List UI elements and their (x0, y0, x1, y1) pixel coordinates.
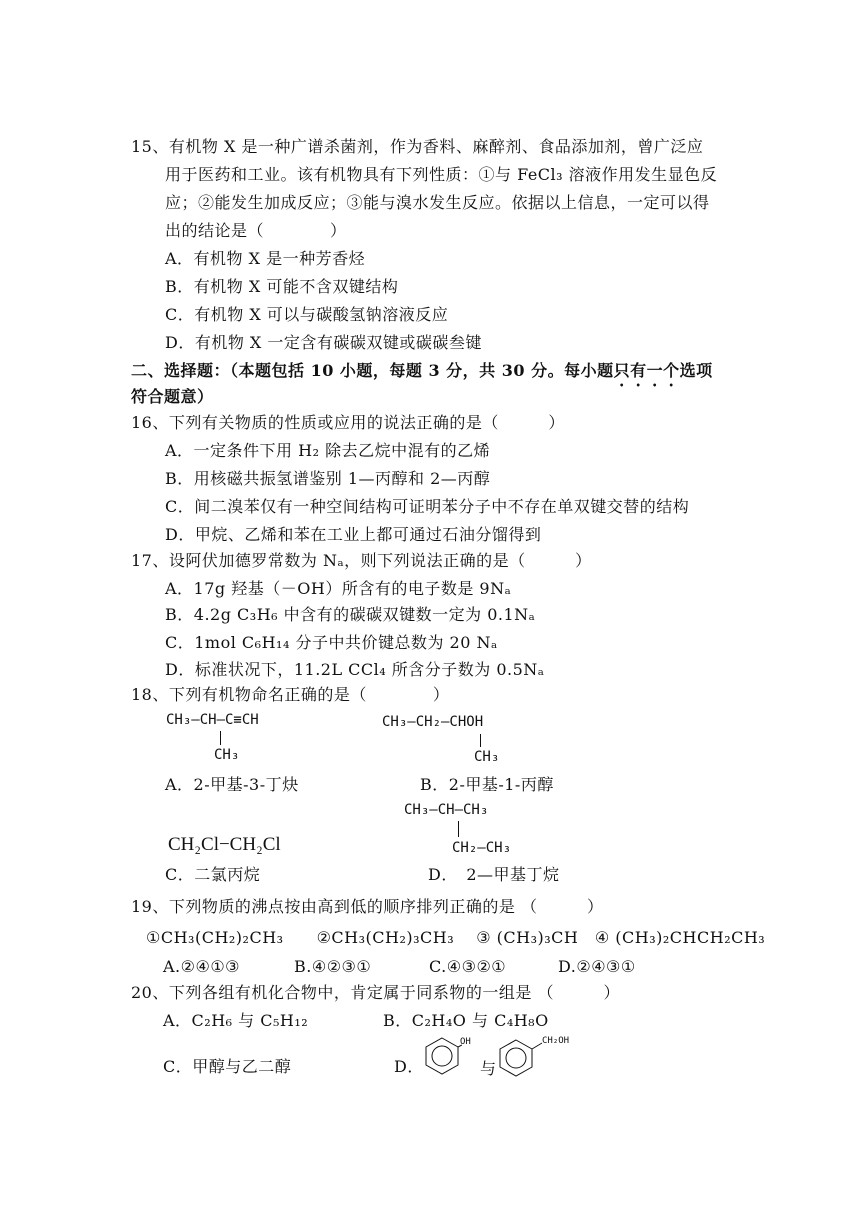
q20-option-d: D． (394, 1057, 424, 1076)
q17-stem: 17、设阿伏加德罗常数为 Nₐ，则下列说法正确的是（ ） (131, 551, 592, 570)
q19-option-a: A.②④①③ (163, 957, 241, 976)
q16-stem: 16、下列有关物质的性质或应用的说法正确的是（ ） (131, 413, 565, 432)
q20-option-b: B．C₂H₄O 与 C₄H₈O (383, 1011, 549, 1030)
section2-header-line1: 二、选择题：（本题包括 10 小题，每题 3 分，共 30 分。每小题只有一个选项 (131, 361, 713, 380)
q18-structure-b-branch: CH₃ (474, 749, 500, 765)
q15-option-a: A．有机物 X 是一种芳香烃 (165, 249, 366, 268)
phenol-oh-label: OH (460, 1037, 471, 1047)
q17-option-c: C．1mol C₆H₁₄ 分子中共价键总数为 20 Nₐ (165, 633, 498, 652)
q15-line3: 应；②能发生加成反应；③能与溴水发生反应。依据以上信息，一定可以得 (165, 193, 710, 212)
q20-stem: 20、下列各组有机化合物中，肯定属于同系物的一组是 （ ） (131, 983, 620, 1002)
q18-stem: 18、下列有机物命名正确的是（ ） (131, 685, 450, 704)
q18-structure-d-main: CH₃—CH—CH₃ (404, 802, 489, 818)
benzyl-alcohol-ring-icon (496, 1038, 544, 1078)
q18-option-a: A．2-甲基-3-丁炔 (165, 775, 299, 794)
q16-option-d: D．甲烷、乙烯和苯在工业上都可通过石油分馏得到 (165, 525, 542, 544)
q19-option-c: C.④③②① (429, 957, 507, 976)
q20-option-c: C．甲醇与乙二醇 (163, 1057, 292, 1076)
q18-structure-c: CH₂Cl−CH₂Cl (168, 834, 281, 855)
q20-option-d-and: 与 (480, 1059, 497, 1078)
q15-option-b: B．有机物 X 可能不含双键结构 (165, 277, 399, 296)
q19-option-d: D.②④③① (558, 957, 636, 976)
section2-header-line2: 符合题意） (131, 387, 214, 406)
phenol-ring-icon (422, 1036, 462, 1076)
q15-option-d: D．有机物 X 一定含有碳碳双键或碳碳叁键 (165, 333, 482, 352)
q17-option-d: D．标准状况下，11.2L CCl₄ 所含分子数为 0.5Nₐ (165, 660, 545, 679)
q16-option-a: A．一定条件下用 H₂ 除去乙烷中混有的乙烯 (165, 441, 491, 460)
q18-structure-a-bond (220, 731, 221, 745)
benzyl-ch2oh-label: CH₂OH (542, 1036, 570, 1046)
q15-line4: 出的结论是（ ） (165, 221, 347, 240)
q18-option-d: D． 2—甲基丁烷 (428, 865, 560, 884)
q18-structure-d-bond (458, 821, 459, 837)
q18-structure-b-bond (480, 734, 481, 747)
q17-option-a: A．17g 羟基（－OH）所含有的电子数是 9Nₐ (165, 579, 512, 598)
q18-option-c: C．二氯丙烷 (165, 865, 261, 884)
q20-option-a: A．C₂H₆ 与 C₅H₁₂ (163, 1011, 309, 1030)
q19-stem: 19、下列物质的沸点按由高到低的顺序排列正确的是 （ ） (131, 897, 604, 916)
q19-compounds: ①CH₃(CH₂)₂CH₃ ②CH₃(CH₂)₃CH₃ ③ (CH₃)₃CH ④ (CH₃)₂CHCH₂CH₃ (146, 928, 766, 947)
q18-structure-b-main: CH₃—CH₂—CHOH (382, 714, 484, 730)
q19-option-b: B.④②③① (294, 957, 372, 976)
q15-option-c: C．有机物 X 可以与碳酸氢钠溶液反应 (165, 305, 449, 324)
q16-option-b: B．用核磁共振氢谱鉴别 1—丙醇和 2—丙醇 (165, 469, 491, 488)
q15-line2: 用于医药和工业。该有机物具有下列性质：①与 FeCl₃ 溶液作用发生显色反 (165, 165, 718, 184)
q18-structure-a-branch: CH₃ (214, 747, 240, 763)
q18-structure-d-branch: CH₂—CH₃ (452, 840, 512, 856)
q15-line1: 15、有机物 X 是一种广谱杀菌剂，作为香料、麻醉剂、食品添加剂，曾广泛应 (131, 137, 704, 156)
q17-option-b: B．4.2g C₃H₆ 中含有的碳碳双键数一定为 0.1Nₐ (165, 605, 536, 624)
q16-option-c: C．间二溴苯仅有一种空间结构可证明苯分子中不存在单双键交替的结构 (165, 497, 690, 516)
q18-option-b: B．2-甲基-1-丙醇 (420, 775, 554, 794)
q18-structure-a-main: CH₃—CH—C≡CH (166, 712, 259, 728)
